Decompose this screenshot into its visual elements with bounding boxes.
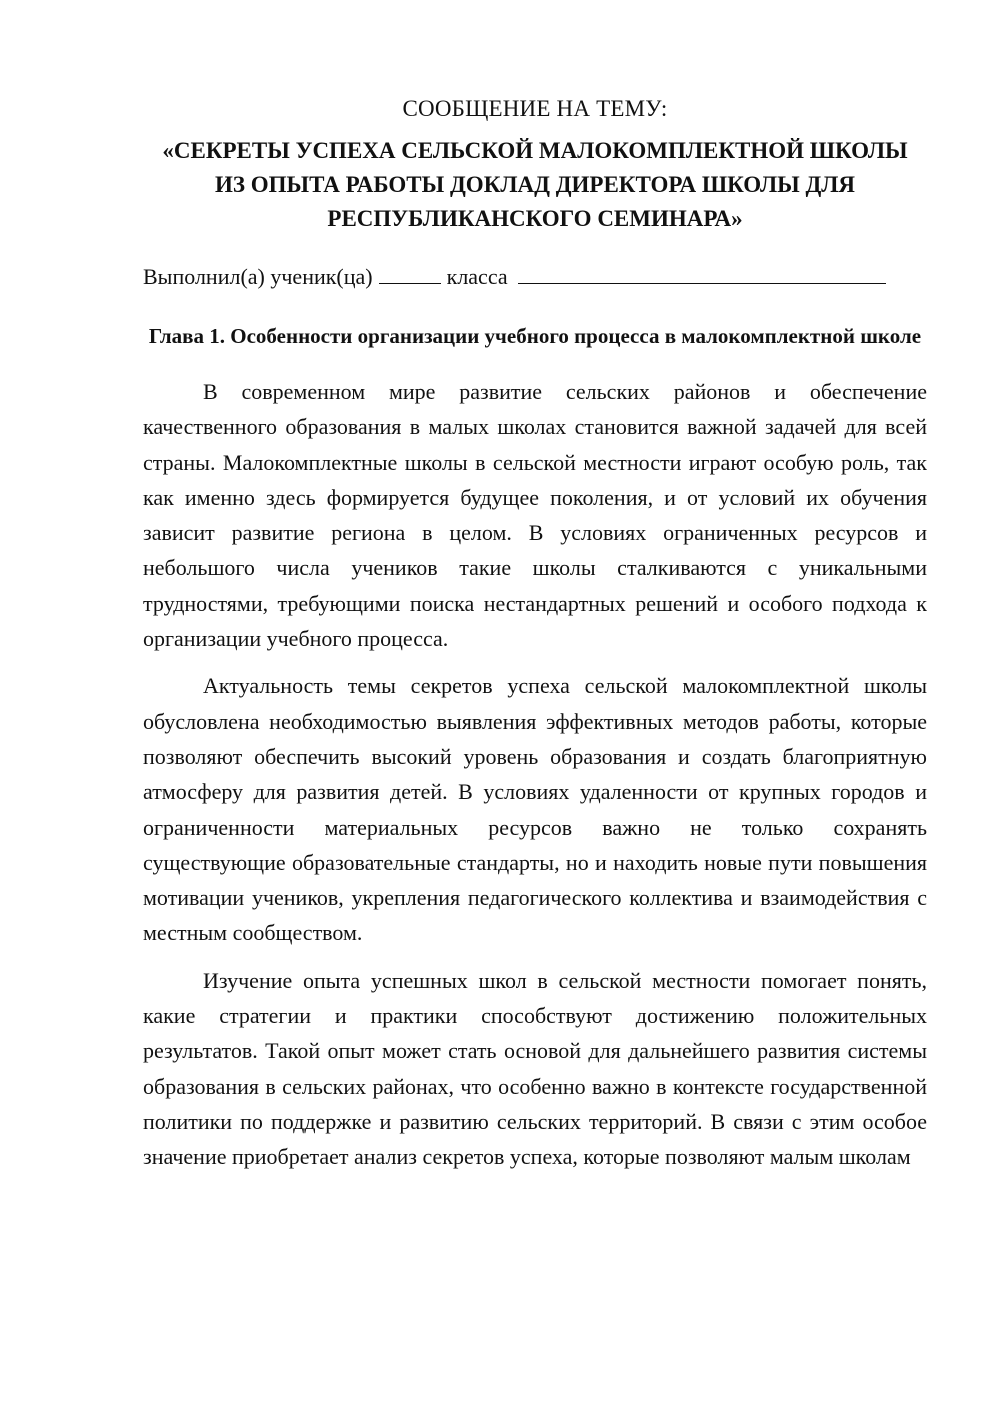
author-line: [143, 261, 927, 293]
topic-label: СООБЩЕНИЕ НА ТЕМУ:: [402, 96, 668, 121]
title-line-1: «СЕКРЕТЫ УСПЕХА СЕЛЬСКОЙ МАЛОКОМПЛЕКТНОЙ ШКОЛЫ: [162, 138, 908, 163]
author-prefix: Выполнил(а) ученик(ца): [143, 264, 373, 289]
document-title: [143, 134, 927, 236]
class-name-blank: [518, 265, 886, 284]
body-paragraph-2: Актуальность темы секретов успеха сельской малокомплектной школы обусловлена необходимостью выявления эффективных методов работы, которые позволяют обеспечить высокий уровень образования и создать благоприятную атмосферу для развития детей. В условиях удаленности от крупных городов и ограниченности материальных ресурсов важно не только сохранять существующие образовательные стандарты, но и находить новые пути повышения мотивации учеников, укрепления педагогического коллектива и взаимодействия с местным сообществом.: [143, 673, 927, 946]
body-paragraph-1: В современном мире развитие сельских районов и обеспечение качественного образования в малых школах становится важной задачей для всей страны. Малокомплектные школы в сельской местности играют особую роль, так как именно здесь формируется будущее поколения, и от условий их обучения зависит развитие региона в целом. В условиях ограниченных ресурсов и небольшого числа учеников такие школы сталкиваются с уникальными трудностями, требующими поиска нестандартных решений и особого подхода к организации учебного процесса.: [143, 379, 927, 652]
body-paragraph-3: Изучение опыта успешных школ в сельской местности помогает понять, какие стратегии и практики способствуют достижению положительных результатов. Такой опыт может стать основой для дальнейшего развития системы образования в сельских районах, что особенно важно в контексте государственной политики по поддержке и развитию сельских территорий. В связи с этим особое значение приобретает анализ секретов успеха, которые позволяют малым школам: [143, 967, 927, 1170]
title-line-3: РЕСПУБЛИКАНСКОГО СЕМИНАРА»: [327, 206, 743, 231]
title-line-2: ИЗ ОПЫТА РАБОТЫ ДОКЛАД ДИРЕКТОРА ШКОЛЫ ДЛЯ: [214, 172, 856, 197]
chapter-heading: Глава 1. Особенности организации учебного процесса в малокомплектной школе: [148, 324, 922, 348]
class-number-blank: [379, 265, 441, 284]
class-label: класса: [446, 264, 508, 289]
